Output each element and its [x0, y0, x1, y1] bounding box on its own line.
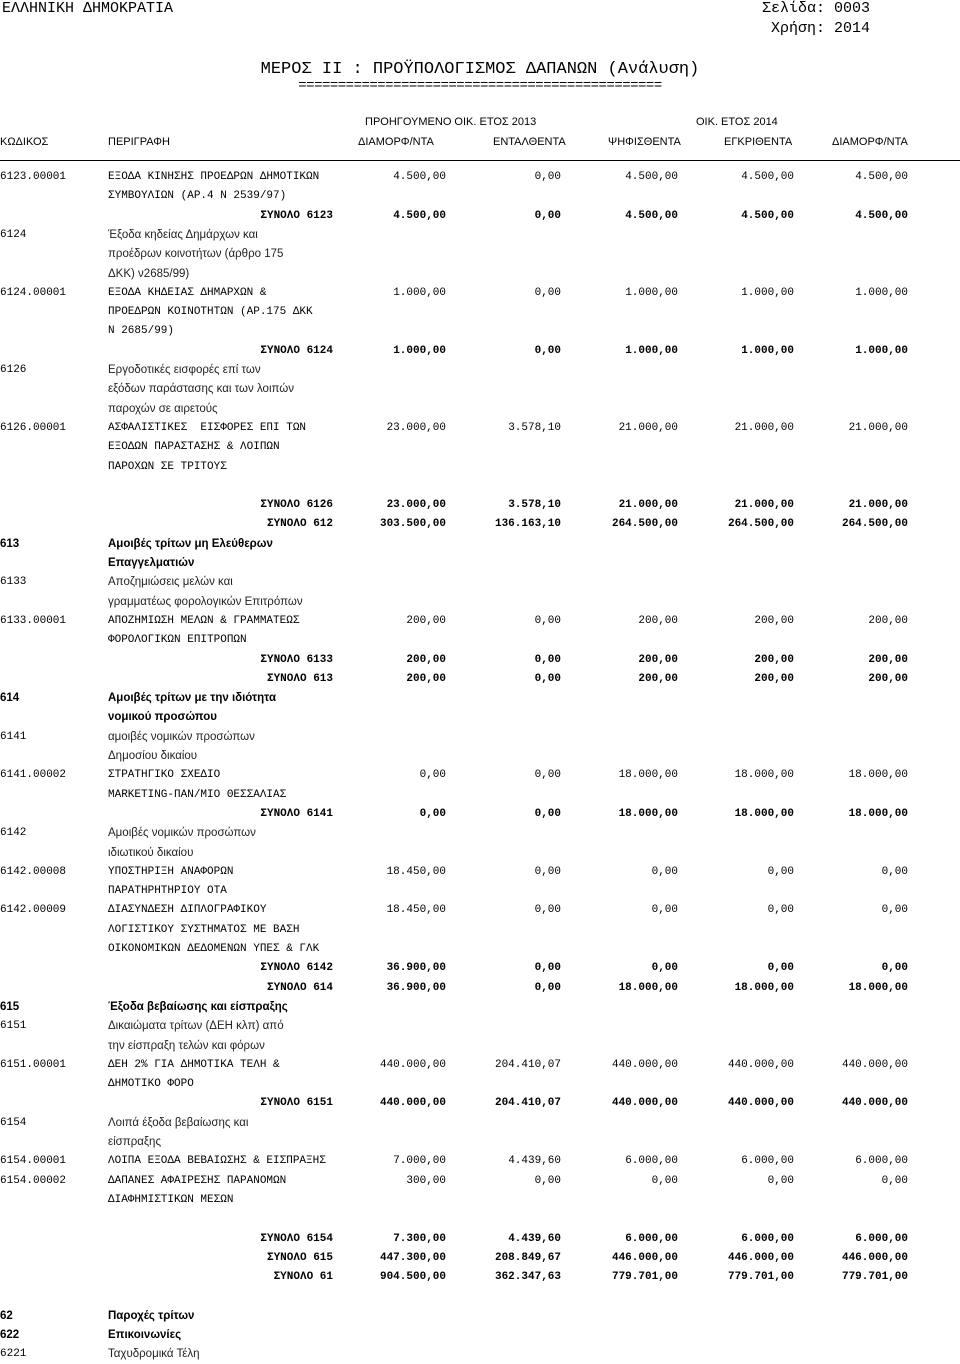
group-description: Δημοσίου δικαίου [108, 750, 198, 762]
amount-v5: 1.000,00 [855, 286, 908, 299]
account-description: ΕΞΟΔΑ ΚΙΝΗΣΗΣ ΠΡΟΕΔΡΩΝ ΔΗΜΟΤΙΚΩΝ [108, 171, 320, 183]
amount-v1: 447.300,00 [379, 1251, 446, 1264]
account-code: 6142.00008 [0, 865, 67, 878]
total-row [0, 670, 960, 689]
amount-v5: 4.500,00 [855, 171, 908, 183]
group-description: εξόδων παράστασης και των λοιπών [108, 383, 294, 396]
amount-v4: 264.500,00 [727, 518, 794, 531]
section-code: 614 [0, 692, 20, 705]
amount-v4: 18.000,00 [734, 807, 794, 820]
account-code: 6141.00002 [0, 769, 67, 782]
amount-v4: 4.500,00 [741, 171, 794, 183]
amount-v5: 200,00 [868, 653, 908, 666]
account-description: ΕΞΟΔΩΝ ΠΑΡΑΣΤΑΣΗΣ & ΛΟΙΠΩΝ [108, 441, 280, 454]
account-description: ΦΟΡΟΛΟΓΙΚΩΝ ΕΠΙΤΡΟΠΩΝ [108, 634, 247, 647]
group-row [0, 361, 960, 380]
amount-v5: 4.500,00 [855, 209, 908, 222]
group-row-continuation [0, 593, 960, 612]
group-description: την είσπραξη τελών και φόρων [108, 1039, 265, 1052]
group-description: ιδιωτικού δικαίου [108, 846, 194, 859]
amount-v3: 4.500,00 [625, 171, 678, 183]
group-row [0, 824, 960, 843]
column-header-description: ΠΕΡΙΓΡΑΦΗ [108, 136, 170, 148]
amount-v2: 0,00 [534, 769, 561, 782]
amount-v2: 0,00 [534, 865, 561, 878]
total-label: ΣΥΝΟΛΟ 6151 [260, 1097, 333, 1110]
amount-v2: 204.410,07 [494, 1097, 561, 1110]
amount-v4: 6.000,00 [741, 1155, 794, 1168]
amount-v1: 7.300,00 [393, 1232, 446, 1245]
amount-v5: 21.000,00 [848, 499, 908, 512]
account-code: 6133.00001 [0, 614, 67, 627]
table-row [0, 766, 960, 785]
amount-v3: 21.000,00 [618, 499, 678, 512]
table-row-continuation [0, 882, 960, 901]
amount-v3: 200,00 [638, 653, 678, 666]
account-description: ΔΗΜΟΤΙΚΟ ΦΟΡΟ [108, 1078, 194, 1091]
amount-v5: 200,00 [868, 614, 908, 627]
amount-v2: 4.439,60 [508, 1232, 561, 1245]
amount-v5: 21.000,00 [848, 421, 908, 434]
amount-v1: 36.900,00 [386, 962, 446, 975]
amount-v5: 1.000,00 [855, 344, 908, 357]
section-title: Έξοδα βεβαίωσης και είσπραξης [108, 1000, 288, 1013]
account-code: 6123.00001 [0, 171, 67, 183]
group-description: προέδρων κοινοτήτων (άρθρο 175 [108, 248, 284, 261]
group-description: παροχών σε αιρετούς [108, 402, 218, 415]
section-title: Παροχές τρίτων [108, 1309, 195, 1322]
total-label: ΣΥΝΟΛΟ 6123 [260, 209, 333, 222]
amount-v1: 200,00 [406, 614, 446, 627]
account-description: ΥΠΟΣΤΗΡΙΞΗ ΑΝΑΦΟΡΩΝ [108, 865, 234, 878]
amount-v2: 0,00 [534, 171, 561, 183]
amount-v4: 0,00 [767, 904, 794, 917]
group-description: Εργοδοτικές εισφορές επί των [108, 364, 261, 376]
amount-v4: 440.000,00 [727, 1097, 794, 1110]
total-row [0, 1268, 960, 1287]
account-description: ΔΑΠΑΝΕΣ ΑΦΑΙΡΕΣΗΣ ΠΑΡΑΝΟΜΩΝ [108, 1174, 287, 1187]
amount-v2: 0,00 [534, 904, 561, 917]
amount-v3: 0,00 [651, 904, 678, 917]
column-group-current: ΟΙΚ. ΕΤΟΣ 2014 [696, 116, 778, 128]
amount-v4: 200,00 [754, 672, 794, 685]
account-description: MARKETING-ΠΑΝ/ΜΙΟ ΘΕΣΣΑΛΙΑΣ [108, 788, 287, 801]
amount-v3: 21.000,00 [618, 421, 678, 434]
account-description: ΔΕΗ 2% ΓΙΑ ΔΗΜΟΤΙΚΑ ΤΕΛΗ & [108, 1058, 280, 1071]
title-underline: ============================================== [298, 78, 662, 94]
group-row-continuation [0, 265, 960, 284]
amount-v4: 200,00 [754, 653, 794, 666]
amount-v4: 779.701,00 [727, 1271, 794, 1284]
account-description: ΛΟΓΙΣΤΙΚΟΥ ΣΥΣΤΗΜΑΤΟΣ ΜΕ ΒΑΣΗ [108, 923, 300, 936]
group-description: Λοιπά έξοδα βεβαίωσης και [108, 1116, 249, 1129]
total-row [0, 207, 960, 226]
total-row [0, 651, 960, 670]
table-row [0, 284, 960, 303]
amount-v3: 779.701,00 [611, 1271, 678, 1284]
total-label: ΣΥΝΟΛΟ 6133 [260, 653, 333, 666]
group-row [0, 728, 960, 747]
amount-v5: 0,00 [881, 865, 908, 878]
amount-v2: 0,00 [534, 286, 561, 299]
amount-v1: 23.000,00 [386, 499, 446, 512]
amount-v4: 21.000,00 [734, 421, 794, 434]
group-code: 6141 [0, 730, 27, 743]
section-row [0, 535, 960, 554]
amount-v2: 208.849,67 [494, 1251, 561, 1264]
amount-v1: 440.000,00 [379, 1097, 446, 1110]
amount-v4: 1.000,00 [741, 286, 794, 299]
group-row-continuation [0, 380, 960, 399]
amount-v2: 136.163,10 [494, 518, 561, 531]
total-row [0, 342, 960, 361]
amount-v3: 440.000,00 [611, 1097, 678, 1110]
amount-v5: 446.000,00 [841, 1251, 908, 1264]
amount-v5: 6.000,00 [855, 1155, 908, 1168]
account-description: ΛΟΙΠΑ ΕΞΟΔΑ ΒΕΒΑΙΩΣΗΣ & ΕΙΣΠΡΑΞΗΣ [108, 1155, 326, 1168]
amount-v1: 36.900,00 [386, 981, 446, 994]
amount-v5: 440.000,00 [841, 1058, 908, 1071]
amount-v2: 4.439,60 [508, 1155, 561, 1168]
amount-v5: 18.000,00 [848, 981, 908, 994]
group-description: Έξοδα κηδείας Δημάρχων και [108, 228, 258, 241]
account-code: 6142.00009 [0, 904, 67, 917]
amount-v4: 0,00 [767, 1174, 794, 1187]
table-row-continuation [0, 940, 960, 959]
table-row [0, 168, 960, 187]
amount-v1: 1.000,00 [393, 286, 446, 299]
table-row-continuation [0, 631, 960, 650]
group-row [0, 573, 960, 592]
section-code: 62 [0, 1309, 13, 1322]
group-description: Δικαιώματα τρίτων (ΔΕΗ κλπ) από [108, 1020, 284, 1033]
amount-v2: 0,00 [534, 672, 561, 685]
amount-v4: 446.000,00 [727, 1251, 794, 1264]
amount-v1: 300,00 [406, 1174, 446, 1187]
amount-v2: 0,00 [534, 653, 561, 666]
total-label: ΣΥΝΟΛΟ 6126 [260, 499, 333, 512]
group-description: Αποζημιώσεις μελών και [108, 576, 233, 589]
table-row-continuation [0, 1191, 960, 1210]
total-row [0, 959, 960, 978]
section-code: 622 [0, 1329, 20, 1341]
group-row-continuation [0, 1133, 960, 1152]
group-code: 6124 [0, 228, 27, 241]
section-title: Αμοιβές τρίτων μη Ελεύθερων [108, 537, 273, 550]
column-group-previous: ΠΡΟΗΓΟΥΜΕΝΟ ΟΙΚ. ΕΤΟΣ 2013 [365, 116, 537, 128]
fiscal-year: Χρήση: 2014 [770, 20, 870, 37]
amount-v3: 0,00 [651, 865, 678, 878]
group-row-continuation [0, 1037, 960, 1056]
amount-v1: 303.500,00 [379, 518, 446, 531]
amount-v4: 6.000,00 [741, 1232, 794, 1245]
spacer-row [0, 477, 960, 496]
account-description: ΑΣΦΑΛΙΣΤΙΚΕΣ ΕΙΣΦΟΡΕΣ ΕΠΙ ΤΩΝ [108, 421, 307, 434]
total-row [0, 1230, 960, 1249]
amount-v5: 18.000,00 [848, 807, 908, 820]
account-description: ΟΙΚΟΝΟΜΙΚΩΝ ΔΕΔΟΜΕΝΩΝ ΥΠΕΣ & ΓΛΚ [108, 943, 320, 955]
amount-v3: 440.000,00 [611, 1058, 678, 1071]
table-row [0, 612, 960, 631]
amount-v5: 200,00 [868, 672, 908, 685]
total-label: ΣΥΝΟΛΟ 613 [266, 672, 333, 685]
amount-v2: 3.578,10 [508, 499, 561, 512]
account-code: 6151.00001 [0, 1058, 67, 1071]
amount-v3: 6.000,00 [625, 1155, 678, 1168]
amount-v1: 904.500,00 [379, 1271, 446, 1284]
amount-v3: 1.000,00 [625, 344, 678, 357]
amount-v3: 200,00 [638, 614, 678, 627]
column-header-v2: ΕΝΤΑΛΘΕΝΤΑ [493, 136, 566, 148]
amount-v5: 18.000,00 [848, 769, 908, 782]
table-row [0, 863, 960, 882]
table-row [0, 1172, 960, 1191]
table-row-continuation [0, 322, 960, 341]
spacer-row [0, 1210, 960, 1229]
account-code: 6126.00001 [0, 421, 67, 434]
total-row [0, 805, 960, 824]
total-label: ΣΥΝΟΛΟ 614 [266, 981, 333, 994]
total-row [0, 515, 960, 534]
account-code: 6154.00001 [0, 1155, 67, 1168]
section-code: 613 [0, 537, 20, 550]
amount-v2: 0,00 [534, 614, 561, 627]
account-description: ΕΞΟΔΑ ΚΗΔΕΙΑΣ ΔΗΜΑΡΧΩΝ & [108, 286, 267, 299]
total-row [0, 1249, 960, 1268]
amount-v4: 21.000,00 [734, 499, 794, 512]
group-code: 6126 [0, 364, 27, 376]
group-description: Αμοιβές νομικών προσώπων [108, 827, 256, 840]
total-row [0, 496, 960, 515]
account-description: ΔΙΑΦΗΜΙΣΤΙΚΩΝ ΜΕΣΩΝ [108, 1193, 234, 1206]
section-row [0, 998, 960, 1017]
table-row-continuation [0, 303, 960, 322]
section-title: Αμοιβές τρίτων με την ιδιότητα [108, 692, 277, 705]
amount-v2: 0,00 [534, 209, 561, 222]
column-header-v4: ΕΓΚΡΙΘΕΝΤΑ [724, 136, 793, 148]
page-title: ΜΕΡΟΣ ΙΙ : ΠΡΟΫΠΟΛΟΓΙΣΜΟΣ ΔΑΠΑΝΩΝ (Ανάλυση) [260, 60, 700, 79]
amount-v3: 18.000,00 [618, 807, 678, 820]
group-row [0, 1345, 960, 1364]
column-header-v5: ΔΙΑΜΟΡΦ/ΝΤΑ [832, 136, 908, 148]
amount-v5: 264.500,00 [841, 518, 908, 531]
amount-v3: 18.000,00 [618, 981, 678, 994]
group-row-continuation [0, 844, 960, 863]
group-description: είσπραξης [108, 1136, 161, 1148]
amount-v2: 362.347,63 [494, 1271, 561, 1284]
section-code: 615 [0, 1000, 20, 1013]
column-header-code: ΚΩΔΙΚΟΣ [0, 136, 49, 148]
amount-v3: 264.500,00 [611, 518, 678, 531]
amount-v5: 0,00 [881, 1174, 908, 1187]
header-state: ΕΛΛΗΝΙΚΗ ΔΗΜΟΚΡΑΤΙΑ [2, 0, 174, 17]
total-label: ΣΥΝΟΛΟ 6124 [260, 344, 333, 357]
table-row-continuation [0, 786, 960, 805]
amount-v3: 0,00 [651, 1174, 678, 1187]
amount-v1: 23.000,00 [386, 421, 446, 434]
header-rule [0, 160, 960, 161]
total-label: ΣΥΝΟΛΟ 6154 [260, 1232, 333, 1245]
amount-v4: 18.000,00 [734, 769, 794, 782]
section-title: Επαγγελματιών [108, 557, 195, 569]
amount-v2: 0,00 [534, 962, 561, 975]
amount-v5: 779.701,00 [841, 1271, 908, 1284]
amount-v5: 0,00 [881, 962, 908, 975]
amount-v1: 440.000,00 [379, 1058, 446, 1071]
amount-v1: 200,00 [406, 672, 446, 685]
amount-v2: 0,00 [534, 1174, 561, 1187]
account-description: ΔΙΑΣΥΝΔΕΣΗ ΔΙΠΛΟΓΡΑΦΙΚΟΥ [108, 904, 267, 917]
amount-v1: 7.000,00 [393, 1155, 446, 1168]
amount-v1: 1.000,00 [393, 344, 446, 357]
section-title: Επικοινωνίες [108, 1329, 182, 1341]
group-description: Ταχυδρομικά Τέλη [108, 1348, 200, 1361]
group-description: αμοιβές νομικών προσώπων [108, 730, 255, 743]
amount-v2: 0,00 [534, 344, 561, 357]
account-description: ΠΑΡΑΤΗΡΗΤΗΡΙΟΥ ΟΤΑ [108, 885, 227, 898]
amount-v4: 200,00 [754, 614, 794, 627]
amount-v5: 440.000,00 [841, 1097, 908, 1110]
amount-v5: 0,00 [881, 904, 908, 917]
table-row [0, 901, 960, 920]
section-row [0, 689, 960, 708]
group-description: γραμματέως φορολογικών Επιτρόπων [108, 595, 303, 608]
total-row [0, 979, 960, 998]
section-row-continuation [0, 708, 960, 727]
amount-v3: 18.000,00 [618, 769, 678, 782]
section-title: νομικού προσώπου [108, 711, 218, 724]
amount-v3: 446.000,00 [611, 1251, 678, 1264]
account-description: ΣΥΜΒΟΥΛΙΩΝ (ΑΡ.4 Ν 2539/97) [108, 190, 287, 203]
account-description: ΣΤΡΑΤΗΓΙΚΟ ΣΧΕΔΙΟ [108, 769, 221, 782]
account-description: ΠΡΟΕΔΡΩΝ ΚΟΙΝΟΤΗΤΩΝ (ΑΡ.175 ΔΚΚ [108, 306, 313, 319]
group-code: 6221 [0, 1348, 27, 1361]
total-label: ΣΥΝΟΛΟ 6142 [260, 962, 333, 975]
page-number: Σελίδα: 0003 [761, 0, 870, 17]
total-label: ΣΥΝΟΛΟ 612 [266, 518, 333, 531]
table-row-continuation [0, 921, 960, 940]
amount-v3: 4.500,00 [625, 209, 678, 222]
group-code: 6151 [0, 1020, 27, 1033]
account-code: 6154.00002 [0, 1174, 67, 1187]
amount-v1: 4.500,00 [393, 171, 446, 183]
amount-v2: 0,00 [534, 807, 561, 820]
group-row [0, 1114, 960, 1133]
table-row-continuation [0, 458, 960, 477]
total-label: ΣΥΝΟΛΟ 615 [266, 1251, 333, 1264]
amount-v1: 18.450,00 [386, 865, 446, 878]
amount-v3: 200,00 [638, 672, 678, 685]
amount-v3: 1.000,00 [625, 286, 678, 299]
amount-v1: 0,00 [419, 807, 446, 820]
group-code: 6154 [0, 1116, 27, 1129]
table-row-continuation [0, 187, 960, 206]
amount-v4: 0,00 [767, 865, 794, 878]
group-description: ΔΚΚ) ν2685/99) [108, 267, 190, 280]
group-row-continuation [0, 245, 960, 264]
account-description: ΑΠΟΖΗΜΙΩΣΗ ΜΕΛΩΝ & ΓΡΑΜΜΑΤΕΩΣ [108, 614, 300, 627]
amount-v5: 6.000,00 [855, 1232, 908, 1245]
amount-v2: 204.410,07 [494, 1058, 561, 1071]
table-row [0, 1152, 960, 1171]
amount-v3: 0,00 [651, 962, 678, 975]
amount-v4: 18.000,00 [734, 981, 794, 994]
amount-v1: 18.450,00 [386, 904, 446, 917]
section-row-continuation [0, 554, 960, 573]
group-code: 6142 [0, 827, 27, 840]
group-row [0, 226, 960, 245]
total-label: ΣΥΝΟΛΟ 61 [273, 1271, 333, 1284]
amount-v4: 1.000,00 [741, 344, 794, 357]
table-row [0, 1056, 960, 1075]
account-description: Ν 2685/99) [108, 325, 175, 338]
amount-v2: 3.578,10 [508, 421, 561, 434]
amount-v1: 4.500,00 [393, 209, 446, 222]
amount-v4: 440.000,00 [727, 1058, 794, 1071]
group-row-continuation [0, 400, 960, 419]
amount-v1: 0,00 [419, 769, 446, 782]
spacer-row [0, 1287, 960, 1306]
total-row [0, 1094, 960, 1113]
section-row [0, 1326, 960, 1345]
table-row-continuation [0, 1075, 960, 1094]
account-description: ΠΑΡΟΧΩΝ ΣΕ ΤΡΙΤΟΥΣ [108, 460, 227, 473]
amount-v4: 0,00 [767, 962, 794, 975]
account-code: 6124.00001 [0, 286, 67, 299]
group-code: 6133 [0, 576, 27, 589]
amount-v1: 200,00 [406, 653, 446, 666]
table-row-continuation [0, 438, 960, 457]
amount-v4: 4.500,00 [741, 209, 794, 222]
column-header-v1: ΔΙΑΜΟΡΦ/ΝΤΑ [358, 136, 434, 148]
group-row-continuation [0, 747, 960, 766]
total-label: ΣΥΝΟΛΟ 6141 [260, 807, 333, 820]
amount-v2: 0,00 [534, 981, 561, 994]
amount-v3: 6.000,00 [625, 1232, 678, 1245]
group-row [0, 1017, 960, 1036]
table-row [0, 419, 960, 438]
column-header-v3: ΨΗΦΙΣΘΕΝΤΑ [608, 136, 681, 148]
